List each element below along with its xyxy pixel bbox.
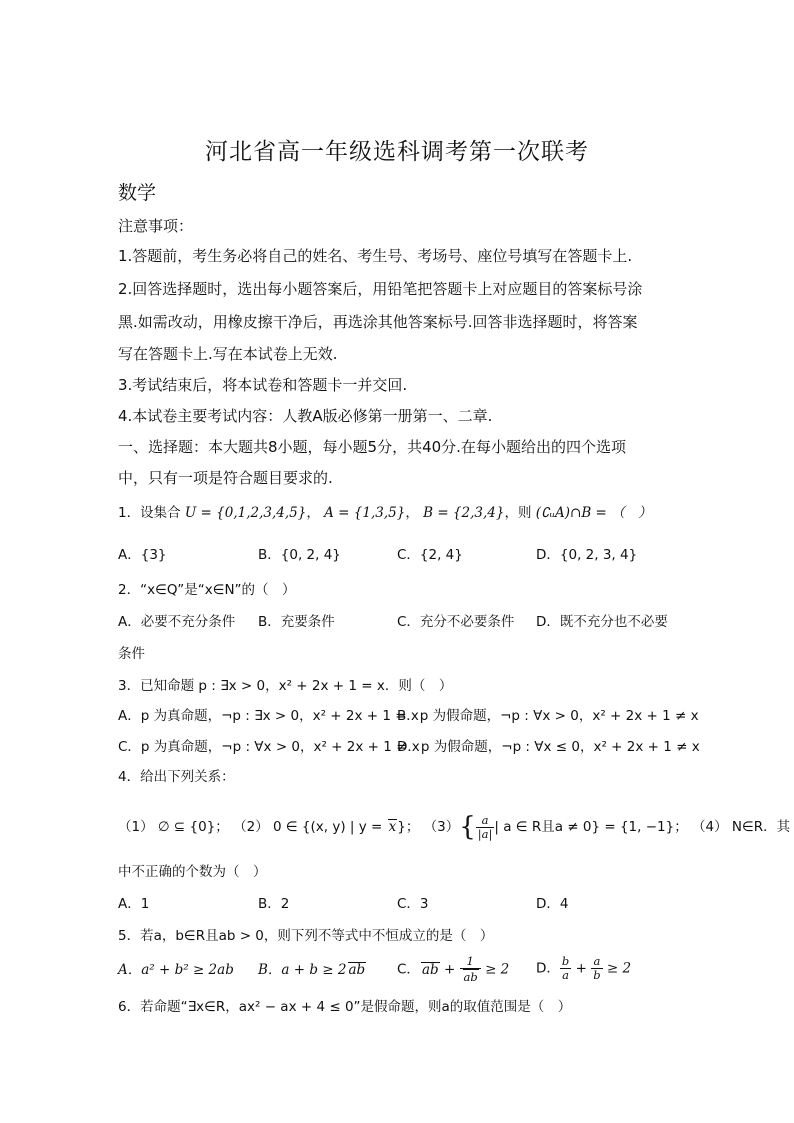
q4-relations <box>118 812 790 842</box>
q1-then: ，则 <box>504 505 532 521</box>
q1-set-u: U = {0,1,2,3,4,5} <box>184 505 307 521</box>
q3-option-d: D．p 为假命题，¬p : ∀x ≤ 0，x² + 2x + 1 ≠ x <box>397 739 700 755</box>
q4-fraction-den: |a| <box>477 826 493 841</box>
q5-option-c-plus: + <box>443 961 456 978</box>
q1-option-b: B．{0, 2, 4} <box>258 547 341 563</box>
section-heading: 一、选择题：本大题共8小题，每小题5分，共40分.在每小题给出的四个选项 <box>118 438 626 456</box>
notice-item-3: 3.考试结束后，将本试卷和答题卡一并交回. <box>118 376 408 394</box>
subject-heading: 数学 <box>118 182 157 204</box>
q4-relation-3a: （3） <box>423 819 460 835</box>
q5-option-d-rel: ≥ 2 <box>606 960 632 977</box>
q1-option-d: D．{0, 2, 3, 4} <box>536 547 638 563</box>
q2-option-d: D．既不充分也不必要 <box>536 614 668 630</box>
q4-fraction <box>476 814 495 841</box>
brace-left-icon: { <box>459 812 476 842</box>
q5-option-a-text: A．a² + b² ≥ 2ab <box>118 962 234 978</box>
q4-option-d: D．4 <box>536 896 569 912</box>
q5-c-den: ab <box>463 970 478 984</box>
q3-option-c: C．p 为真命题，¬p : ∀x > 0，x² + 2x + 1 ≠ x <box>118 739 420 755</box>
q4-relation-3b: | a ∈ R且a ≠ 0} = {1, −1}； <box>494 819 688 835</box>
q4-option-b: B．2 <box>258 896 290 912</box>
notice-item-4: 4.本试卷主要考试内容：人教A版必修第一册第一、二章. <box>118 407 493 425</box>
q3-option-b: B．p 为假命题，¬p : ∀x > 0，x² + 2x + 1 ≠ x <box>397 708 699 724</box>
q5-d-den-2: b <box>593 968 601 982</box>
question-3: 3．已知命题 p : ∃x > 0，x² + 2x + 1 = x．则（ ） <box>118 678 453 694</box>
question-5: 5．若a，b∈R且ab > 0，则下列不等式中不恒成立的是（ ） <box>118 928 494 944</box>
notice-item-2-end: 写在答题卡上.写在本试卷上无效. <box>118 345 338 363</box>
q1-set-b: B = {2,3,4} <box>423 505 505 521</box>
q1-set-a: A = {1,3,5} <box>324 505 406 521</box>
q4-option-c: C．3 <box>397 896 429 912</box>
q5-d-den-1: a <box>562 968 570 982</box>
q2-option-c: C．充分不必要条件 <box>397 614 515 630</box>
q2-option-a: A．必要不充分条件 <box>118 614 236 630</box>
q5-option-b-sqrt: ab <box>348 962 366 978</box>
q5-option-c-sqrt: ab <box>421 961 439 978</box>
q5-option-b-text: B．a + b ≥ 2 <box>258 962 347 978</box>
q5-option-d-label: D． <box>536 960 560 977</box>
q4-relation-4: （4） N∈R．其 <box>692 819 791 835</box>
section-heading-cont: 中，只有一项是符合题目要求的. <box>118 469 333 487</box>
q4-relation-2a: （2） 0 ∈ {(x, y) | y = <box>233 819 387 835</box>
q5-option-d <box>536 955 631 982</box>
q5-d-num-2: a <box>591 955 602 969</box>
exam-title: 河北省高一年级选科调考第一次联考 <box>205 139 589 165</box>
q5-option-c <box>397 955 509 984</box>
q2-option-b: B．充要条件 <box>258 614 335 630</box>
q1-option-c: C．{2, 4} <box>397 547 463 563</box>
q5-d-fraction-1 <box>560 955 571 982</box>
notice-item-2: 2.回答选择题时，选出每小题答案后，用铅笔把答题卡上对应题目的答案标号涂 <box>118 280 643 298</box>
q1-expression: (∁ᵤA)∩B = （ ） <box>535 505 652 521</box>
q5-c-num: 1 <box>460 955 481 969</box>
q2-option-d-wrap: 条件 <box>118 646 145 662</box>
q4-relation-1: （1） ∅ ⊆ {0}； <box>118 819 229 835</box>
q5-d-num-1: b <box>561 954 570 968</box>
q5-option-a <box>118 960 234 980</box>
q3-option-a: A．p 为真命题，¬p : ∃x > 0，x² + 2x + 1 = x <box>118 708 419 724</box>
q5-option-c-rel: ≥ 2 <box>485 961 510 978</box>
q5-option-c-fraction <box>460 955 481 984</box>
notice-heading: 注意事项： <box>118 217 194 235</box>
q4-stem-cont: 中不正确的个数为（ ） <box>118 864 267 880</box>
question-6: 6．若命题“∃x∈R，ax² − ax + 4 ≤ 0”是假命题，则a的取值范围是（ ） <box>118 999 572 1015</box>
notice-item-1: 1.答题前，考生务必将自己的姓名、考生号、考场号、座位号填写在答题卡上. <box>118 247 633 265</box>
notice-item-2-cont: 黑.如需改动，用橡皮擦干净后，再选涂其他答案标号.回答非选择题时，将答案 <box>118 313 638 331</box>
q5-option-c-label: C． <box>397 961 420 978</box>
q5-option-d-plus: + <box>575 960 587 977</box>
q5-option-b <box>258 960 366 980</box>
question-4: 4．给出下列关系： <box>118 769 235 785</box>
q4-relation-2-sqrt: x <box>388 819 397 835</box>
q5-d-fraction-2 <box>591 955 602 982</box>
q4-relation-2c: }； <box>397 819 420 835</box>
q4-option-a: A．1 <box>118 896 150 912</box>
question-2: 2．“x∈Q”是“x∈N”的（ ） <box>118 582 296 598</box>
q1-option-a: A．{3} <box>118 547 167 563</box>
q1-prefix: 1．设集合 <box>118 505 181 521</box>
q4-fraction-num: a <box>476 814 495 828</box>
question-1: 1．设集合 U = {0,1,2,3,4,5}， A = {1,3,5}， B = {2,3,4}，则 (∁ᵤA)∩B = （ ） <box>118 505 652 521</box>
